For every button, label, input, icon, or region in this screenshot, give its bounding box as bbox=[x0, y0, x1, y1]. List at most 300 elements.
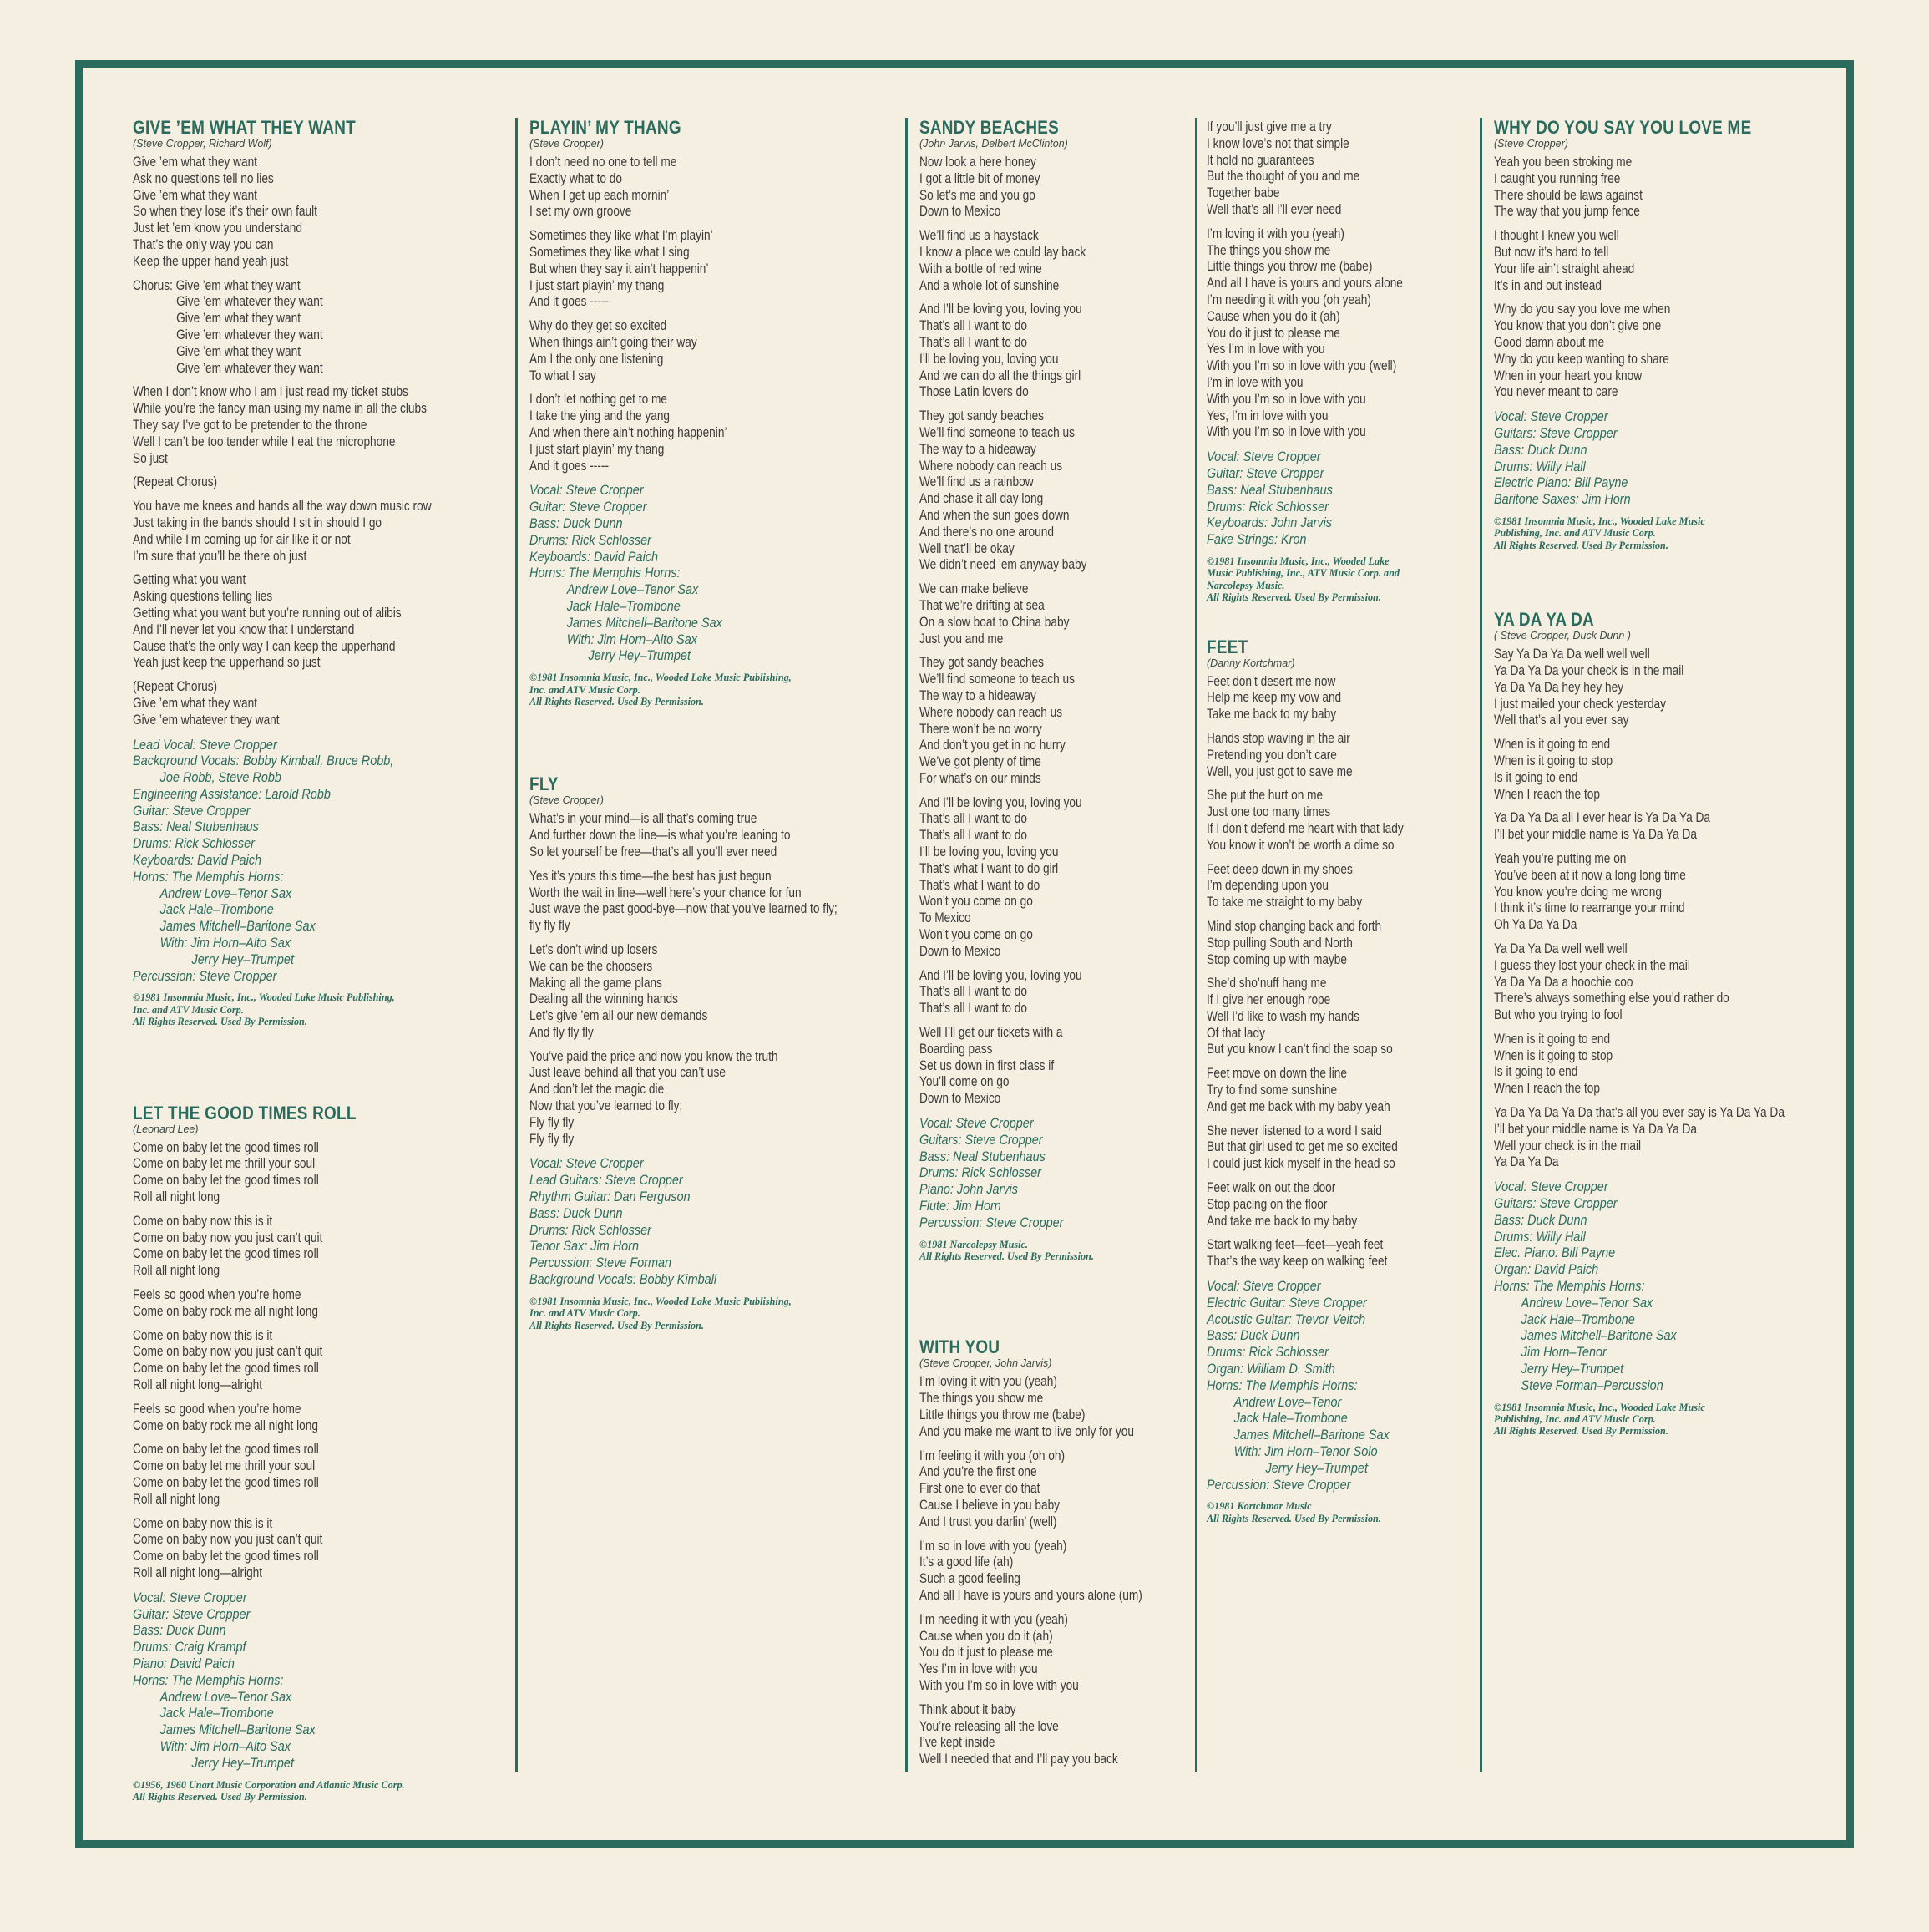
lyric-stanza bbox=[919, 968, 1220, 1017]
lyric-line: That’s all I want to do bbox=[919, 318, 1027, 334]
lyric-line: The things you show me bbox=[919, 1391, 1044, 1407]
lyric-stanza bbox=[1207, 1066, 1482, 1115]
lyric-line: Just wave the past good-bye—now that you’ve learned to fly; bbox=[529, 901, 838, 917]
lyric-line: Asking questions telling lies bbox=[133, 589, 273, 605]
lyric-line: Take me back to my baby bbox=[1207, 707, 1337, 723]
lyric-line: fly fly fly bbox=[529, 918, 570, 934]
lyric-line: Just one too many times bbox=[1207, 804, 1331, 820]
lyric-line: I’m loving it with you (yeah) bbox=[919, 1374, 1057, 1390]
lyric-line: The way to a hideaway bbox=[919, 687, 1036, 703]
lyric-sheet-frame bbox=[75, 60, 1854, 1848]
credit-line: Vocal: Steve Cropper bbox=[1207, 1278, 1321, 1295]
lyric-line: Try to find some sunshine bbox=[1207, 1083, 1338, 1098]
column-divider bbox=[1480, 118, 1482, 1772]
lyric-line: Give ’em what they want bbox=[133, 187, 257, 203]
lyric-line: I think it’s time to rearrange your mind bbox=[1494, 900, 1685, 916]
lyric-line: Just leave behind all that you can’t use bbox=[529, 1065, 726, 1081]
lyric-line: Dealing all the winning hands bbox=[529, 991, 678, 1007]
credit-line: Jack Hale–Trombone bbox=[1521, 1311, 1635, 1327]
copyright-line: All Rights Reserved. Used By Permission. bbox=[529, 695, 704, 707]
lyric-line: When things ain’t going their way bbox=[529, 334, 697, 350]
copyright-notice bbox=[1207, 555, 1482, 604]
lyric-line: But when they say it ain’t happenin’ bbox=[529, 261, 709, 276]
lyric-line: And don’t you get in no hurry bbox=[919, 738, 1066, 753]
lyric-line: I know love’s not that simple bbox=[1207, 135, 1349, 151]
lyric-line: You do it just to please me bbox=[919, 1645, 1053, 1661]
lyric-stanza bbox=[133, 499, 484, 565]
lyric-line: Well your check is in the mail bbox=[1494, 1138, 1642, 1154]
credit-line: Percussion: Steve Forman bbox=[529, 1255, 672, 1271]
credit-line: Drums: Rick Schlosser bbox=[919, 1164, 1041, 1181]
lyric-line: And chase it all day long bbox=[919, 491, 1044, 507]
credit-line: Horns: The Memphis Horns: bbox=[1207, 1377, 1358, 1393]
lyric-stanza bbox=[1494, 1105, 1845, 1171]
lyric-line: I caught you running free bbox=[1494, 170, 1621, 186]
lyric-line: Is it going to end bbox=[1494, 1064, 1578, 1080]
copyright-line: ©1981 Insomnia Music, Inc., Wooded Lake Music Publishing, bbox=[529, 1295, 792, 1307]
credit-line: Jack Hale–Trombone bbox=[1233, 1410, 1348, 1427]
lyric-line: Feels so good when you’re home bbox=[133, 1401, 301, 1417]
lyric-line: I’ll be loving you, loving you bbox=[919, 351, 1059, 367]
lyric-line: Stop pacing on the floor bbox=[1207, 1196, 1328, 1212]
song-title: FLY bbox=[529, 773, 559, 795]
lyric-stanza bbox=[529, 228, 897, 311]
song-title: WHY DO YOU SAY YOU LOVE ME bbox=[1494, 117, 1752, 138]
lyric-stanza bbox=[529, 155, 897, 221]
lyric-line: That’s all I want to do bbox=[919, 811, 1027, 827]
lyric-line: If you’ll just give me a try bbox=[1207, 119, 1332, 134]
lyric-line: Ya Da Ya Da hey hey hey bbox=[1494, 679, 1624, 695]
lyric-line: Cause that’s the only way I can keep the upperhand bbox=[133, 638, 396, 654]
copyright-line: All Rights Reserved. Used By Permission. bbox=[133, 1016, 307, 1028]
lyric-line: Stop pulling South and North bbox=[1207, 935, 1353, 951]
credit-line: James Mitchell–Baritone Sax bbox=[159, 918, 316, 935]
lyric-line: The way that you jump fence bbox=[1494, 204, 1640, 220]
lyric-line: And when there ain’t nothing happenin’ bbox=[529, 424, 727, 440]
lyric-line: That’s the only way you can bbox=[133, 236, 274, 252]
credit-line: Jerry Hey–Trumpet bbox=[1521, 1361, 1624, 1377]
credit-line: Rhythm Guitar: Dan Ferguson bbox=[529, 1189, 691, 1205]
lyric-line: And all I have is yours and yours alone bbox=[1207, 276, 1403, 292]
lyric-line: That’s all I want to do bbox=[919, 984, 1027, 1000]
lyric-line: Feet deep down in my shoes bbox=[1207, 861, 1353, 877]
credit-line: Andrew Love–Tenor Sax bbox=[159, 1688, 292, 1705]
lyric-line: Give ’em what they want bbox=[176, 343, 301, 359]
credit-line: Vocal: Steve Cropper bbox=[529, 482, 644, 499]
lyric-line: To Mexico bbox=[919, 910, 971, 926]
lyric-line: I’m needing it with you (oh yeah) bbox=[1207, 292, 1371, 307]
lyric-line: Give ’em what they want bbox=[176, 311, 301, 327]
lyric-line: I’m loving it with you (yeah) bbox=[1207, 226, 1344, 241]
credit-line: Jack Hale–Trombone bbox=[159, 1705, 274, 1722]
credit-line: Percussion: Steve Cropper bbox=[919, 1214, 1064, 1230]
lyric-line: Ask no questions tell no lies bbox=[133, 170, 274, 186]
credit-line: Electric Guitar: Steve Cropper bbox=[1207, 1294, 1367, 1311]
credit-line: Jack Hale–Trombone bbox=[159, 901, 274, 918]
lyric-stanza bbox=[919, 408, 1220, 574]
lyric-line: I know a place we could lay back bbox=[919, 244, 1086, 260]
lyric-stanza bbox=[919, 1448, 1220, 1531]
lyric-line: What’s in your mind—is all that’s coming true bbox=[529, 811, 757, 827]
lyric-line: Roll all night long—alright bbox=[133, 1565, 263, 1580]
lyric-stanza bbox=[133, 278, 484, 378]
lyric-line: Roll all night long bbox=[133, 1491, 220, 1507]
lyric-line: Pretending you don’t care bbox=[1207, 747, 1337, 763]
lyric-stanza bbox=[1207, 976, 1482, 1058]
lyric-line: Let’s don’t wind up losers bbox=[529, 941, 658, 957]
lyric-line: Down to Mexico bbox=[919, 943, 1001, 959]
lyric-line: Give ’em whatever they want bbox=[176, 327, 323, 342]
lyric-line: If I don’t defend me heart with that lady bbox=[1207, 820, 1404, 836]
lyric-line: Come on baby let the good times roll bbox=[133, 1246, 319, 1262]
lyric-line: When is it going to stop bbox=[1494, 1047, 1613, 1063]
credit-line: Guitar: Steve Cropper bbox=[133, 1605, 251, 1622]
credit-line: Andrew Love–Tenor Sax bbox=[1521, 1294, 1653, 1311]
lyric-line: We’ll find us a rainbow bbox=[919, 474, 1034, 490]
lyric-line: Roll all night long—alright bbox=[133, 1377, 263, 1393]
lyric-line: When I reach the top bbox=[1494, 786, 1600, 802]
lyric-line: So just bbox=[133, 450, 168, 466]
lyric-line: Give ’em what they want bbox=[133, 695, 257, 711]
credit-line: Jerry Hey–Trumpet bbox=[191, 951, 294, 967]
copyright-line: ©1956, 1960 Unart Music Corporation and Atlantic Music Corp. bbox=[133, 1778, 405, 1791]
credit-line: Percussion: Steve Cropper bbox=[1207, 1476, 1351, 1493]
lyric-line: Ya Da Ya Da well well well bbox=[1494, 941, 1628, 956]
lyric-stanza bbox=[919, 795, 1220, 961]
credit-line: Tenor Sax: Jim Horn bbox=[529, 1238, 640, 1255]
lyric-line: While you’re the fancy man using my name in all the clubs bbox=[133, 401, 427, 417]
column-5 bbox=[1494, 118, 1845, 1438]
lyric-line: Why do they get so excited bbox=[529, 318, 667, 334]
credit-line: Jim Horn–Tenor bbox=[1521, 1344, 1607, 1361]
song-block bbox=[529, 774, 897, 1331]
lyric-line: I’ll be loving you, loving you bbox=[919, 844, 1059, 860]
lyric-line: Sometimes they like what I’m playin’ bbox=[529, 228, 713, 244]
credit-line: Keyboards: David Paich bbox=[133, 852, 262, 869]
column-3 bbox=[919, 118, 1220, 1776]
copyright-line: ©1981 Narcolepsy Music. bbox=[919, 1238, 1028, 1250]
lyric-line: Ya Da Ya Da a hoochie coo bbox=[1494, 974, 1633, 990]
credit-line: Lead Guitars: Steve Cropper bbox=[529, 1172, 683, 1189]
copyright-line: Narcolepsy Music. bbox=[1207, 579, 1285, 591]
lyric-line: Come on baby let the good times roll bbox=[133, 1442, 319, 1458]
copyright-line: ©1981 Insomnia Music, Inc., Wooded Lake Music bbox=[1494, 515, 1705, 527]
song-block bbox=[919, 1337, 1220, 1768]
lyric-line: It’s in and out instead bbox=[1494, 277, 1602, 293]
credit-line: Drums: Rick Schlosser bbox=[1207, 1344, 1329, 1361]
credit-line: Vocal: Steve Cropper bbox=[1207, 449, 1321, 465]
credit-line: Flute: Jim Horn bbox=[919, 1198, 1001, 1214]
lyric-line: Roll all night long bbox=[133, 1189, 220, 1205]
credit-line: Organ: William D. Smith bbox=[1207, 1361, 1335, 1377]
lyric-line: Just let ’em know you understand bbox=[133, 221, 302, 236]
lyric-line: There won’t be no worry bbox=[919, 721, 1042, 737]
lyric-line: Well that’ll be okay bbox=[919, 540, 1015, 556]
lyric-line: Set us down in first class if bbox=[919, 1057, 1055, 1073]
lyric-line: Well, you just got to save me bbox=[1207, 763, 1353, 779]
lyric-line: Come on baby let the good times roll bbox=[133, 1549, 319, 1564]
lyric-line: Come on baby rock me all night long bbox=[133, 1417, 318, 1433]
lyric-line: And I trust you darlin’ (well) bbox=[919, 1514, 1057, 1529]
lyric-line: When I get up each mornin’ bbox=[529, 187, 670, 203]
lyric-stanza bbox=[133, 1287, 484, 1321]
lyric-line: Well I needed that and I’ll pay you back bbox=[919, 1752, 1118, 1767]
lyric-line: Is it going to end bbox=[1494, 769, 1578, 785]
song-block bbox=[1494, 118, 1845, 551]
lyric-stanza bbox=[1207, 119, 1482, 219]
credit-line: Drums: Rick Schlosser bbox=[1207, 498, 1329, 515]
lyric-line: That’s what I want to do bbox=[919, 877, 1040, 893]
lyric-line: But now it’s hard to tell bbox=[1494, 244, 1609, 260]
credit-line: Background Vocals: Bobby Kimball bbox=[529, 1271, 717, 1288]
lyric-line: Yes I’m in love with you bbox=[919, 1661, 1038, 1677]
lyric-stanza bbox=[1207, 1123, 1482, 1173]
lyric-line: I guess they lost your check in the mail bbox=[1494, 957, 1690, 973]
lyric-stanza bbox=[1494, 941, 1845, 1024]
lyric-stanza bbox=[529, 869, 897, 935]
lyric-line: Come on baby now this is it bbox=[133, 1515, 273, 1531]
lyric-line: Come on baby rock me all night long bbox=[133, 1303, 318, 1319]
song-writers: (Steve Cropper) bbox=[529, 138, 604, 150]
credit-line: Jerry Hey–Trumpet bbox=[588, 647, 691, 664]
lyric-line: Give ’em what they want bbox=[133, 155, 257, 170]
lyric-line: Give ’em whatever they want bbox=[133, 712, 280, 728]
credit-line: Fake Strings: Kron bbox=[1207, 531, 1307, 548]
lyric-line: Well I can’t be too tender while I eat the microphone bbox=[133, 434, 396, 449]
lyric-line: Now look a here honey bbox=[919, 155, 1036, 170]
copyright-line: Music Publishing, Inc., ATV Music Corp. and bbox=[1207, 567, 1400, 580]
credit-line: Horns: The Memphis Horns: bbox=[529, 565, 681, 581]
copyright-line: ©1981 Insomnia Music, Inc., Wooded Lake Music bbox=[1494, 1401, 1705, 1413]
copyright-notice bbox=[133, 991, 484, 1027]
credit-line: Lead Vocal: Steve Cropper bbox=[133, 736, 277, 753]
lyric-line: Am I the only one listening bbox=[529, 351, 664, 367]
lyric-line: Cause when you do it (ah) bbox=[1207, 308, 1340, 324]
lyric-line: Yeah you’re putting me on bbox=[1494, 850, 1627, 866]
lyric-line: And we can do all the things girl bbox=[919, 368, 1081, 383]
credit-line: With: Jim Horn–Tenor Solo bbox=[1233, 1443, 1378, 1460]
credit-line: Jerry Hey–Trumpet bbox=[191, 1754, 294, 1771]
lyric-stanza bbox=[919, 655, 1220, 787]
copyright-line: All Rights Reserved. Used By Permission. bbox=[919, 1250, 1094, 1263]
lyric-line: If I give her enough rope bbox=[1207, 992, 1331, 1008]
lyric-line: Ya Da Ya Da your check is in the mail bbox=[1494, 662, 1684, 678]
credit-line: Piano: David Paich bbox=[133, 1655, 235, 1671]
lyric-line: Ya Da Ya Da bbox=[1494, 1154, 1559, 1170]
lyric-line: Let’s give ’em all our new demands bbox=[529, 1008, 708, 1024]
lyric-line: She’d sho’nuff hang me bbox=[1207, 976, 1327, 991]
credit-line: James Mitchell–Baritone Sax bbox=[1233, 1427, 1390, 1443]
lyric-line: Come on baby now this is it bbox=[133, 1213, 273, 1229]
lyric-line: That’s the way keep on walking feet bbox=[1207, 1254, 1388, 1270]
lyric-line: There’s always something else you’d rather do bbox=[1494, 991, 1729, 1007]
copyright-line: Publishing, Inc. and ATV Music Corp. bbox=[1494, 527, 1656, 540]
lyric-line: Your life ain’t straight ahead bbox=[1494, 261, 1635, 276]
copyright-line: Inc. and ATV Music Corp. bbox=[133, 1003, 244, 1016]
copyright-notice bbox=[133, 1779, 484, 1803]
lyric-line: I’m in love with you bbox=[1207, 374, 1304, 390]
lyric-line: That’s all I want to do bbox=[919, 1001, 1027, 1017]
lyric-line: With you I’m so in love with you bbox=[919, 1677, 1079, 1693]
lyric-line: To what I say bbox=[529, 368, 596, 383]
lyric-line: Roll all night long bbox=[133, 1263, 220, 1279]
song-block bbox=[133, 1103, 484, 1803]
lyric-stanza bbox=[1494, 851, 1845, 934]
copyright-line: All Rights Reserved. Used By Permission. bbox=[133, 1790, 307, 1803]
lyric-line: We’ll find someone to teach us bbox=[919, 672, 1076, 687]
lyric-line: She never listened to a word I said bbox=[1207, 1123, 1382, 1138]
lyric-line: Good damn about me bbox=[1494, 334, 1605, 350]
lyric-line: Give ’em whatever they want bbox=[176, 294, 323, 310]
lyric-line: When is it going to end bbox=[1494, 737, 1611, 753]
song-title: WITH YOU bbox=[919, 1336, 1000, 1358]
credit-line: Vocal: Steve Cropper bbox=[133, 1589, 247, 1605]
lyric-line: There should be laws against bbox=[1494, 187, 1643, 203]
lyric-line: I’m depending upon you bbox=[1207, 878, 1329, 894]
lyric-line: That’s all I want to do bbox=[919, 828, 1027, 844]
credit-line: Backqround Vocals: Bobby Kimball, Bruce Robb, bbox=[133, 753, 394, 769]
lyric-stanza bbox=[1494, 737, 1845, 803]
credit-line: Engineering Assistance: Larold Robb bbox=[133, 785, 331, 802]
copyright-line: ©1981 Insomnia Music, Inc., Wooded Lake bbox=[1207, 555, 1390, 567]
lyric-line: Come on baby now you just can’t quit bbox=[133, 1344, 323, 1360]
lyric-line: When is it going to stop bbox=[1494, 753, 1613, 768]
lyric-line: So let’s me and you go bbox=[919, 187, 1035, 203]
lyric-line: I don’t need no one to tell me bbox=[529, 155, 677, 170]
copyright-line: Inc. and ATV Music Corp. bbox=[529, 1307, 640, 1320]
lyric-line: The way to a hideaway bbox=[919, 441, 1036, 457]
lyric-line: You know it won’t be worth a dime so bbox=[1207, 837, 1395, 853]
credit-line: Bass: Duck Dunn bbox=[529, 515, 623, 531]
credit-line: With: Jim Horn–Alto Sax bbox=[159, 1737, 291, 1754]
copyright-line: ©1981 Kortchmar Music bbox=[1207, 1500, 1312, 1513]
lyric-line: The things you show me bbox=[1207, 242, 1331, 258]
lyric-line: When I don’t know who I am I just read my ticket stubs bbox=[133, 384, 408, 400]
lyric-line: Fly fly fly bbox=[529, 1131, 575, 1147]
credit-line: Drums: Craig Krampf bbox=[133, 1639, 246, 1656]
lyric-line: Say Ya Da Ya Da well well well bbox=[1494, 647, 1650, 662]
lyric-line: But that girl used to get me so excited bbox=[1207, 1139, 1398, 1155]
lyric-stanza bbox=[1207, 674, 1482, 723]
lyric-line: Now that you’ve learned to fly; bbox=[529, 1098, 683, 1114]
credit-line: Bass: Duck Dunn bbox=[133, 1622, 226, 1639]
lyric-line: You’ve been at it now a long long time bbox=[1494, 867, 1686, 883]
lyric-line: Give ’em whatever they want bbox=[176, 360, 323, 376]
lyric-line: Worth the wait in line—well here’s your chance for fun bbox=[529, 885, 802, 900]
lyric-stanza bbox=[1207, 1237, 1482, 1270]
lyric-line: And all I have is yours and yours alone (um) bbox=[919, 1587, 1142, 1603]
song-block bbox=[1494, 610, 1845, 1438]
lyric-line: Making all the game plans bbox=[529, 975, 662, 991]
credit-line: Jerry Hey–Trumpet bbox=[1265, 1459, 1368, 1476]
lyric-line: Getting what you want but you’re running out of alibis bbox=[133, 605, 402, 621]
lyric-line: You know you’re doing me wrong bbox=[1494, 884, 1662, 900]
lyric-line: And there’s no one around bbox=[919, 524, 1054, 540]
copyright-line: ©1981 Insomnia Music, Inc., Wooded Lake Music Publishing, bbox=[529, 672, 792, 684]
lyric-stanza bbox=[133, 572, 484, 672]
lyric-line: Feels so good when you’re home bbox=[133, 1287, 301, 1303]
lyric-line: You never meant to care bbox=[1494, 384, 1618, 400]
copyright-line: All Rights Reserved. Used By Permission. bbox=[1494, 539, 1668, 551]
lyric-line: That’s what I want to do girl bbox=[919, 860, 1059, 876]
lyric-line: Exactly what to do bbox=[529, 170, 622, 186]
credit-line: Guitar: Steve Cropper bbox=[133, 802, 251, 819]
lyric-line: Come on baby now this is it bbox=[133, 1327, 273, 1343]
lyric-line: Come on baby let the good times roll bbox=[133, 1139, 319, 1155]
lyric-line: Together babe bbox=[1207, 185, 1280, 201]
column-divider bbox=[905, 118, 908, 1772]
credit-line: With: Jim Horn–Alto Sax bbox=[159, 935, 291, 951]
lyric-line: And I’ll be loving you, loving you bbox=[919, 794, 1082, 810]
song-block bbox=[919, 118, 1220, 1262]
column-2 bbox=[529, 118, 897, 1331]
lyric-stanza bbox=[133, 1442, 484, 1508]
credit-line: Bass: Neal Stubenhaus bbox=[919, 1148, 1046, 1164]
lyric-line: I’ve kept inside bbox=[919, 1735, 995, 1751]
credit-line: Guitars: Steve Cropper bbox=[1494, 1195, 1618, 1212]
credit-line: Bass: Neal Stubenhaus bbox=[133, 819, 259, 835]
lyric-line: Why do you keep wanting to share bbox=[1494, 351, 1669, 367]
lyric-stanza bbox=[1494, 647, 1845, 729]
copyright-line: All Rights Reserved. Used By Permission. bbox=[1494, 1425, 1668, 1438]
lyric-line: Boarding pass bbox=[919, 1041, 993, 1057]
lyric-line: Little things you throw me (babe) bbox=[919, 1407, 1086, 1423]
lyric-stanza bbox=[529, 811, 897, 860]
lyric-line: She put the hurt on me bbox=[1207, 788, 1324, 804]
lyric-line: Yeah you been stroking me bbox=[1494, 155, 1633, 170]
credit-line: Vocal: Steve Cropper bbox=[529, 1155, 644, 1172]
lyric-line: Chorus: Give ’em what they want bbox=[133, 277, 301, 293]
lyric-line: And it goes ----- bbox=[529, 458, 610, 474]
credit-line: Drums: Rick Schlosser bbox=[133, 835, 255, 852]
lyric-line: Ya Da Ya Da Ya Da that’s all you ever say is Ya Da Ya Da bbox=[1494, 1105, 1785, 1121]
column-divider bbox=[515, 118, 518, 1772]
lyric-line: I’m needing it with you (yeah) bbox=[919, 1611, 1068, 1627]
lyric-line: I’m so in love with you (yeah) bbox=[919, 1538, 1067, 1554]
song-title: LET THE GOOD TIMES ROLL bbox=[133, 1102, 357, 1123]
lyric-stanza bbox=[133, 1402, 484, 1435]
lyric-stanza bbox=[1494, 155, 1845, 221]
lyric-stanza bbox=[133, 1328, 484, 1394]
lyric-line: Stop coming up with maybe bbox=[1207, 951, 1348, 967]
lyric-line: Think about it baby bbox=[919, 1701, 1016, 1717]
song-block bbox=[529, 118, 897, 707]
lyric-stanza bbox=[919, 1374, 1220, 1440]
lyric-line: Mind stop changing back and forth bbox=[1207, 918, 1382, 934]
lyric-line: With you I’m so in love with you (well) bbox=[1207, 358, 1397, 374]
lyric-line: Sometimes they like what I sing bbox=[529, 244, 690, 260]
lyric-line: That’s all I want to do bbox=[919, 334, 1027, 350]
column-divider bbox=[1195, 118, 1197, 1772]
lyric-line: We can make believe bbox=[919, 581, 1029, 597]
lyric-line: Cause when you do it (ah) bbox=[919, 1628, 1053, 1644]
credit-line: Jack Hale–Trombone bbox=[566, 597, 681, 614]
lyric-stanza bbox=[1207, 226, 1482, 441]
lyric-stanza bbox=[1494, 810, 1845, 844]
credit-line: James Mitchell–Baritone Sax bbox=[1521, 1327, 1677, 1344]
credit-line: Bass: Neal Stubenhaus bbox=[1207, 481, 1333, 498]
lyric-line: And a whole lot of sunshine bbox=[919, 277, 1060, 293]
lyric-stanza bbox=[529, 318, 897, 384]
song-title: GIVE ’EM WHAT THEY WANT bbox=[133, 117, 356, 138]
lyric-stanza bbox=[133, 155, 484, 271]
lyric-line: You’re releasing all the love bbox=[919, 1718, 1059, 1734]
song-writers: (Steve Cropper, Richard Wolf) bbox=[133, 138, 272, 150]
lyric-stanza bbox=[919, 155, 1220, 221]
song-block bbox=[133, 118, 484, 1028]
lyric-line: We’ll find someone to teach us bbox=[919, 424, 1076, 440]
lyric-line: I’m feeling it with you (oh oh) bbox=[919, 1448, 1066, 1463]
